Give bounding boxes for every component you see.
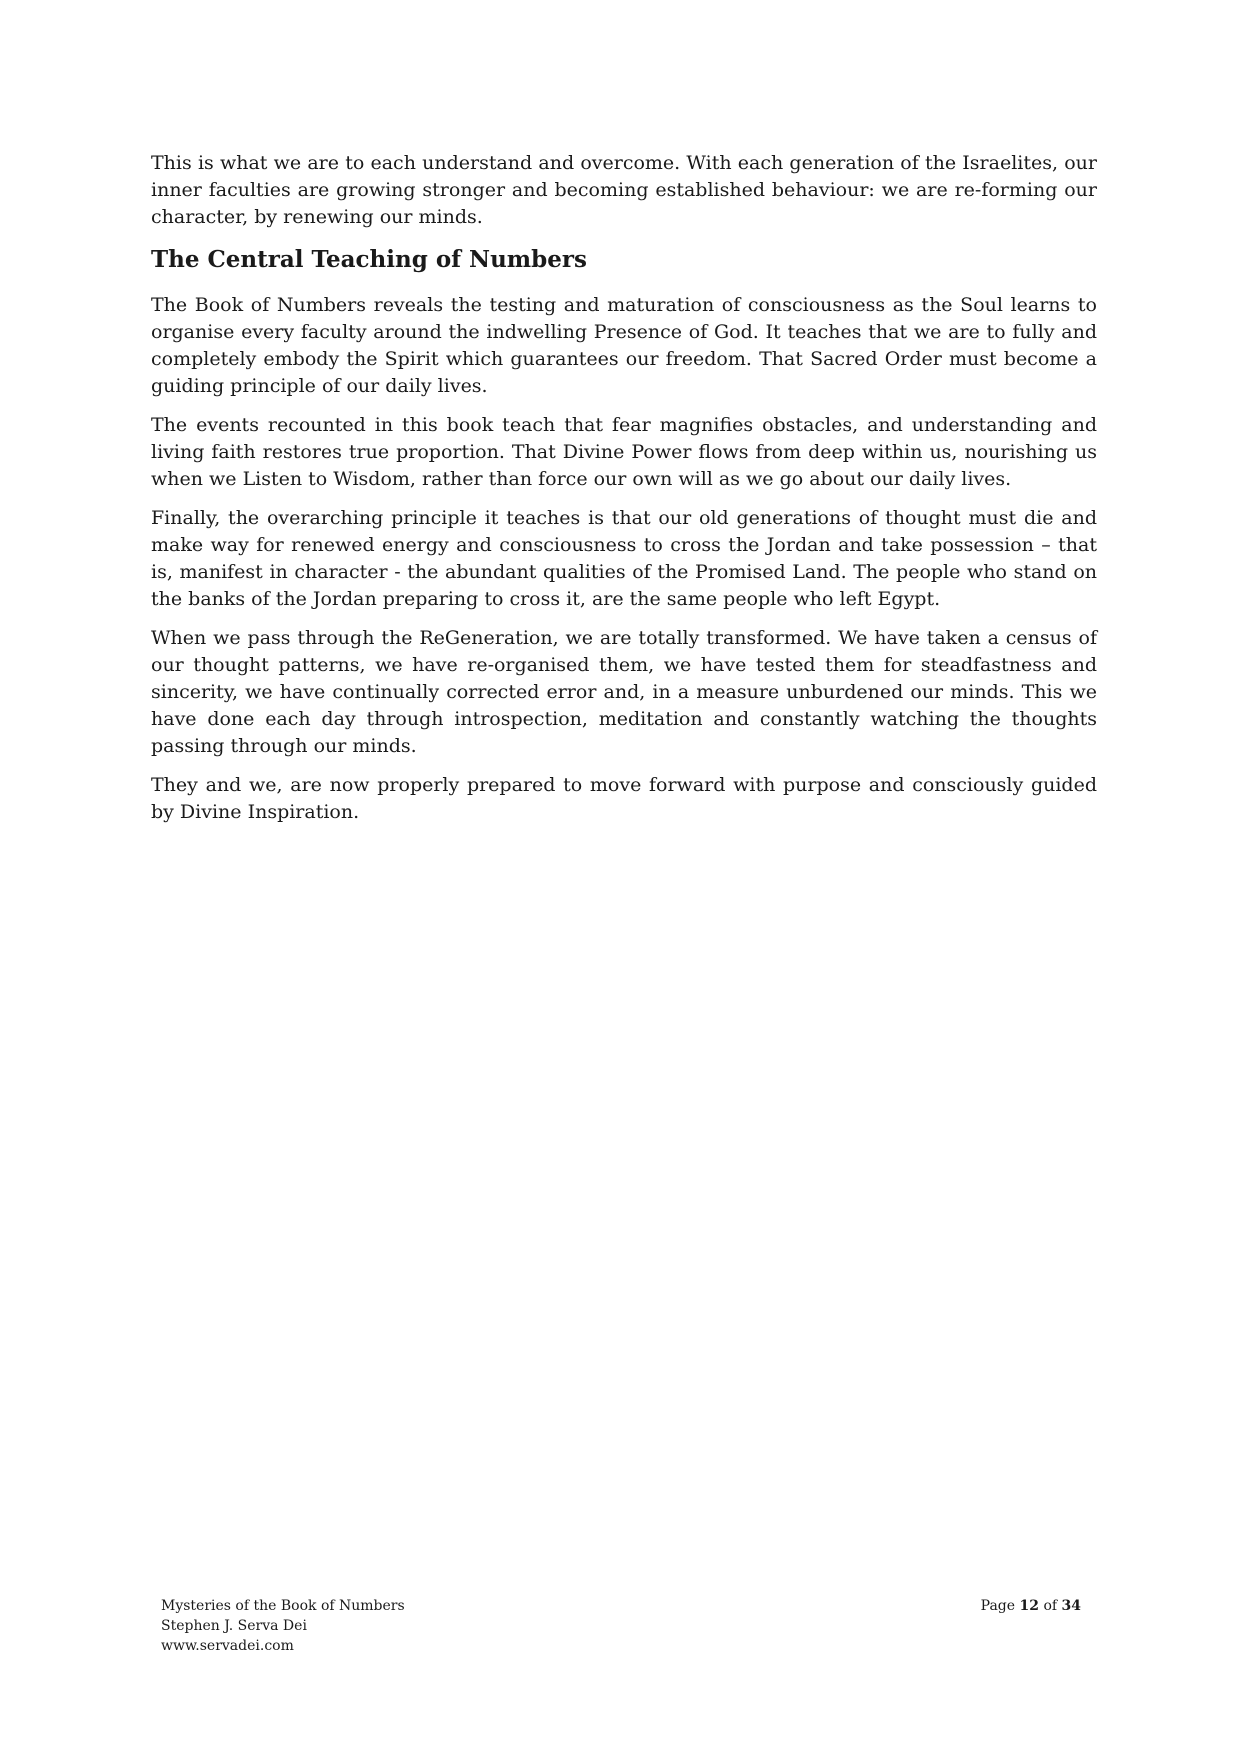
footer-author: Stephen J. Serva Dei — [161, 1618, 307, 1634]
body-paragraph-4: When we pass through the ReGeneration, we are totally transformed. We have taken a census of our thought patterns, we have re-organised them, we have tested them for steadfastness and sincerity, we have continually corrected error and, in a measure unburdened our minds. This we have done each day through introspection, meditation and constantly watching the thoughts passing through our minds. — [151, 627, 1097, 757]
body-paragraph-2: The events recounted in this book teach that fear magnifies obstacles, and understanding and living faith restores true proportion. That Divine Power flows from deep within us, nourishing us when we Listen to Wisdom, rather than force our own will as we go about our daily lives. — [151, 414, 1097, 490]
page-of: of — [1043, 1598, 1058, 1614]
page-number — [981, 1596, 1081, 1616]
body-paragraph-5: They and we, are now properly prepared to move forward with purpose and consciously guided by Divine Inspiration. — [151, 774, 1097, 823]
section-heading: The Central Teaching of Numbers — [151, 246, 587, 273]
page-total: 34 — [1061, 1598, 1081, 1614]
intro-paragraph: This is what we are to each understand and overcome. With each generation of the Israelites, our inner faculties are growing stronger and becoming established behaviour: we are re-forming our character, by renewing our minds. — [151, 152, 1097, 228]
body-paragraph-1: The Book of Numbers reveals the testing and maturation of consciousness as the Soul learns to organise every faculty around the indwelling Presence of God. It teaches that we are to fully and completely embody the Spirit which guarantees our freedom. That Sacred Order must become a guiding principle of our daily lives. — [151, 294, 1097, 397]
page-label: Page — [980, 1598, 1016, 1614]
footer-info — [161, 1596, 405, 1656]
page-current: 12 — [1019, 1598, 1039, 1614]
footer-website: www.servadei.com — [161, 1638, 294, 1654]
page-content — [151, 150, 1097, 838]
body-paragraph-3: Finally, the overarching principle it teaches is that our old generations of thought must die and make way for renewed energy and consciousness to cross the Jordan and take possession – that is, manifest in character - the abundant qualities of the Promised Land. The people who stand on the banks of the Jordan preparing to cross it, are the same people who left Egypt. — [151, 507, 1097, 610]
footer-book-title: Mysteries of the Book of Numbers — [161, 1598, 405, 1614]
